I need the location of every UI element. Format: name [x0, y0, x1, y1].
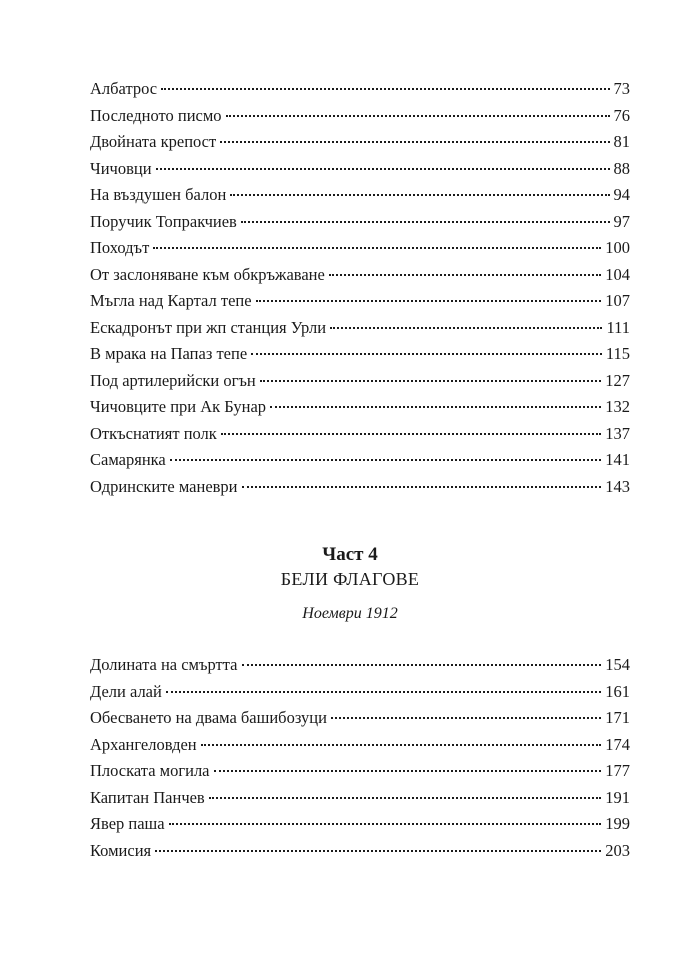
toc-entry-page-number: 115 [605, 344, 630, 363]
dot-leader [242, 663, 602, 666]
toc-entry-title: Под артилерийски огън [90, 370, 256, 390]
toc-entry [90, 394, 630, 421]
toc-entry-page-number: 88 [613, 158, 630, 178]
dot-leader [226, 114, 610, 117]
dot-leader [214, 769, 602, 772]
toc-entry [90, 679, 630, 706]
toc-entry-title: Комисия [90, 840, 152, 860]
toc-entry [90, 341, 630, 368]
dot-leader [241, 220, 610, 223]
dot-leader [156, 167, 610, 170]
toc-entry-page-number: 137 [605, 423, 630, 443]
toc-entry-page-number: 81 [613, 132, 630, 151]
toc-entry [90, 705, 630, 732]
toc-entry-page-number: 191 [605, 787, 630, 807]
toc-entry [90, 838, 630, 865]
toc-entry-page-number: 100 [605, 238, 630, 257]
dot-leader [153, 246, 601, 249]
toc-entry-page-number: 177 [605, 761, 630, 780]
toc-entry [90, 315, 630, 342]
dot-leader [155, 849, 601, 852]
toc-entry-page-number: 143 [605, 476, 630, 496]
dot-leader [331, 716, 601, 719]
dot-leader [169, 822, 602, 825]
dot-leader [256, 299, 602, 302]
toc-entry-title: Самарянка [90, 450, 166, 469]
toc-entry-page-number: 107 [605, 291, 630, 310]
dot-leader [270, 405, 601, 408]
toc-entry [90, 758, 630, 785]
dot-leader [166, 690, 601, 693]
dot-leader [209, 796, 602, 799]
toc-entry [90, 785, 630, 812]
dot-leader [161, 87, 609, 90]
toc-entry-page-number: 127 [605, 370, 630, 390]
toc-entry-title: Долината на смъртта [90, 655, 238, 674]
toc-entry-page-number: 154 [605, 655, 630, 674]
toc-entry-page-number: 111 [606, 317, 630, 337]
dot-leader [260, 379, 602, 382]
toc-entry-page-number: 203 [605, 840, 630, 860]
toc-entry-page-number: 141 [605, 450, 630, 469]
table-of-contents-part-4 [90, 652, 630, 864]
toc-entry [90, 156, 630, 183]
toc-entry-title: Плоската могила [90, 761, 210, 780]
toc-entry [90, 129, 630, 156]
toc-entry-title: Мъгла над Картал тепе [90, 291, 252, 310]
toc-entry-page-number: 174 [605, 734, 630, 754]
toc-entry [90, 652, 630, 679]
dot-leader [230, 193, 609, 196]
toc-entry-title: Одринските маневри [90, 476, 238, 496]
toc-entry-title: Чичовците при Ак Бунар [90, 397, 267, 416]
dot-leader [330, 326, 602, 329]
toc-entry-page-number: 104 [605, 264, 630, 284]
toc-entry-title: Походът [90, 238, 150, 257]
toc-entry-title: Поручик Топракчиев [90, 211, 237, 231]
toc-entry [90, 262, 630, 289]
toc-entry [90, 182, 630, 209]
toc-entry [90, 76, 630, 103]
toc-entry [90, 811, 630, 838]
dot-leader [221, 432, 601, 435]
toc-entry [90, 209, 630, 236]
toc-entry-title: Чичовци [90, 158, 152, 178]
dot-leader [329, 273, 601, 276]
part-date: Ноември 1912 [302, 605, 398, 622]
toc-entry-title: В мрака на Папаз тепе [90, 344, 248, 363]
toc-entry-title: Двойната крепост [90, 132, 217, 151]
toc-entry-page-number: 76 [613, 105, 630, 125]
dot-leader [251, 352, 602, 355]
toc-entry-page-number: 73 [613, 79, 630, 98]
toc-entry [90, 474, 630, 501]
toc-entry-title: От заслоняване към обкръжаване [90, 264, 325, 284]
dot-leader [170, 458, 602, 461]
toc-entry-title: Капитан Панчев [90, 787, 205, 807]
toc-entry [90, 288, 630, 315]
toc-entry-title: На въздушен балон [90, 185, 227, 204]
toc-entry-page-number: 161 [605, 681, 630, 701]
toc-entry-title: Последното писмо [90, 105, 222, 125]
dot-leader [201, 743, 602, 746]
toc-entry-page-number: 94 [613, 185, 630, 204]
toc-entry-page-number: 132 [605, 397, 630, 416]
dot-leader [242, 485, 602, 488]
toc-entry-title: Обесването на двама башибозуци [90, 708, 327, 727]
toc-entry-title: Ескадронът при жп станция Урли [90, 317, 327, 337]
toc-entry [90, 447, 630, 474]
toc-entry-title: Архангеловден [90, 734, 197, 754]
toc-entry-title: Откъснатият полк [90, 423, 217, 443]
part-number: Част 4 [322, 544, 378, 565]
toc-entry [90, 235, 630, 262]
toc-entry-title: Явер паша [90, 814, 165, 833]
toc-entry [90, 732, 630, 759]
toc-entry-page-number: 171 [605, 708, 630, 727]
toc-entry-page-number: 97 [613, 211, 630, 231]
dot-leader [220, 140, 609, 143]
toc-entry [90, 421, 630, 448]
table-of-contents-part-3 [90, 76, 630, 500]
part-title: БЕЛИ ФЛАГОВЕ [280, 569, 420, 589]
toc-entry-title: Дели алай [90, 681, 162, 701]
toc-entry-page-number: 199 [605, 814, 630, 833]
toc-entry [90, 368, 630, 395]
toc-entry [90, 103, 630, 130]
toc-entry-title: Албатрос [90, 79, 158, 98]
